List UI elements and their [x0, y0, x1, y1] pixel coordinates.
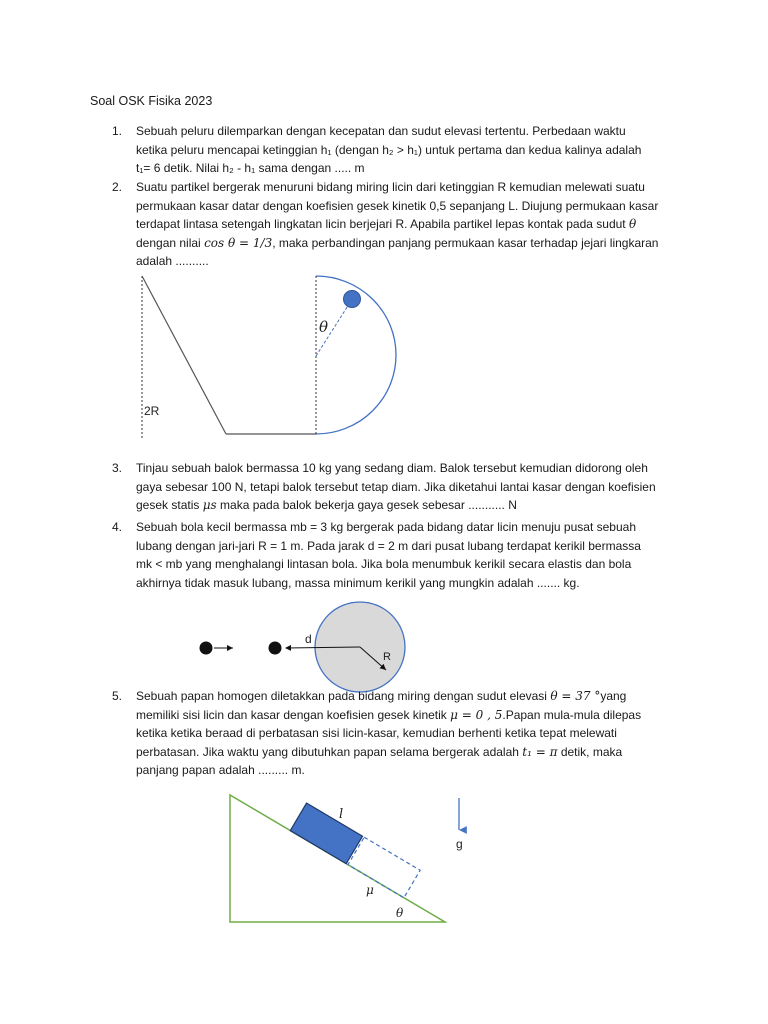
question-text: Sebuah papan homogen diletakkan pada bidang miring dengan sudut elevasi: [136, 689, 547, 703]
distance-label: d: [305, 632, 312, 646]
theta-symbol: θ: [629, 217, 637, 231]
angle-label: θ: [319, 318, 329, 336]
question-number: 2.: [112, 180, 123, 194]
question-text: t₁= 6 detik. Nilai h₂ - h₁ sama dengan ..... m: [136, 161, 365, 175]
page-title: Soal OSK Fisika 2023: [90, 94, 213, 108]
question-text-line: [136, 687, 682, 706]
board-final-position: [348, 837, 420, 898]
angle-label: θ: [396, 906, 404, 920]
question-text: gaya sebesar 100 N, tetapi balok tersebut tetap diam. Jika diketahui lantai kasar dengan koefisien: [136, 479, 656, 494]
question-text: panjang papan adalah ......... m.: [136, 763, 305, 777]
question-text: .Papan mula-mula dilepas: [502, 707, 642, 722]
pebble: [269, 642, 282, 655]
height-label: 2R: [144, 404, 160, 418]
question-text: detik, maka: [560, 744, 623, 759]
question-text: dengan nilai: [136, 235, 201, 250]
question-text: mk < mb yang menghalangi lintasan bola. Jika bola menumbuk kerikil secara elastis dan bola: [136, 557, 632, 571]
time-expression: t₁ = π: [522, 744, 558, 759]
radius-label: R: [383, 651, 391, 663]
question-5: [112, 687, 682, 780]
question-text: terdapat lintasa setengah lingkatan licin berjejari R. Apabila partikel lepas kontak pada sudut: [136, 217, 626, 231]
question-text: ketika peluru mencapai ketinggian h₁ (dengan h₂ > h₁) untuk pertama dan kedua kalinya adalah: [136, 142, 642, 157]
question-number: 5.: [112, 689, 123, 703]
question-text: Sebuah peluru dilemparkan dengan kecepatan dan sudut elevasi tertentu. Perbedaan waktu: [136, 124, 626, 138]
question-4: [112, 518, 682, 592]
question-text-line: [136, 234, 682, 253]
gravity-label: g: [456, 837, 463, 851]
friction-label: μ: [366, 883, 374, 897]
question-text: yang: [600, 689, 627, 703]
question-text: akhirnya tidak masuk lubang, massa minimum kerikil yang mungkin adalah ....... kg.: [136, 575, 580, 590]
question-text: maka pada balok bekerja gaya gesek sebesar ........... N: [220, 498, 517, 512]
question-1: [112, 122, 682, 178]
question-text: Suatu partikel bergerak menuruni bidang miring licin dari ketinggian R kemudian melewati suatu: [136, 180, 645, 194]
incline-diagram: [225, 790, 475, 930]
cos-expression: cos θ = 1/3: [204, 235, 273, 250]
question-number: 4.: [112, 520, 123, 534]
question-text-line: [136, 496, 682, 515]
question-text-line: [136, 743, 682, 762]
question-text: Sebuah bola kecil bermassa mb = 3 kg bergerak pada bidang datar licin menuju pusat sebuah: [136, 520, 636, 534]
question-text-line: [136, 215, 682, 234]
question-text-line: [136, 706, 682, 725]
question-3: [112, 459, 682, 515]
question-text: lubang dengan jari-jari R = 1 m. Pada jarak d = 2 m dari pusat lubang terdapat kerikil bermassa: [136, 538, 641, 553]
question-number: 3.: [112, 461, 123, 475]
question-2: [112, 178, 682, 271]
length-label: l: [339, 807, 344, 822]
question-text: adalah ..........: [136, 254, 209, 268]
question-text: ketika ketika beraad di perbatasan sisi licin-kasar, kemudian berhenti ketika tepat melewati: [136, 726, 617, 740]
mu-expression: μ = 0 , 5: [450, 707, 503, 722]
question-text: gesek statis: [136, 498, 200, 512]
particle-ball: [344, 291, 361, 308]
board: [290, 803, 362, 864]
question-text: memiliki sisi licin dan kasar dengan koefisien gesek kinetik: [136, 707, 447, 722]
question-text: permukaan kasar datar dengan koefisien gesek kinetik 0,5 sepanjang L. Diujung permukaan kasar: [136, 198, 659, 213]
question-text: perbatasan. Jika waktu yang dibutuhkan papan selama bergerak adalah: [136, 744, 519, 759]
question-text: , maka perbandingan panjang permukaan kasar terhadap jejari lingkaran: [272, 235, 659, 250]
track-diagram: [130, 268, 400, 443]
hole-diagram: [190, 598, 420, 698]
ball: [200, 642, 213, 655]
theta-expression: θ = 37 °: [550, 689, 601, 703]
question-text: Tinjau sebuah balok bermassa 10 kg yang sedang diam. Balok tersebut kemudian didorong oleh: [136, 461, 648, 475]
mu-s-symbol: μs: [202, 498, 217, 512]
question-number: 1.: [112, 124, 123, 138]
